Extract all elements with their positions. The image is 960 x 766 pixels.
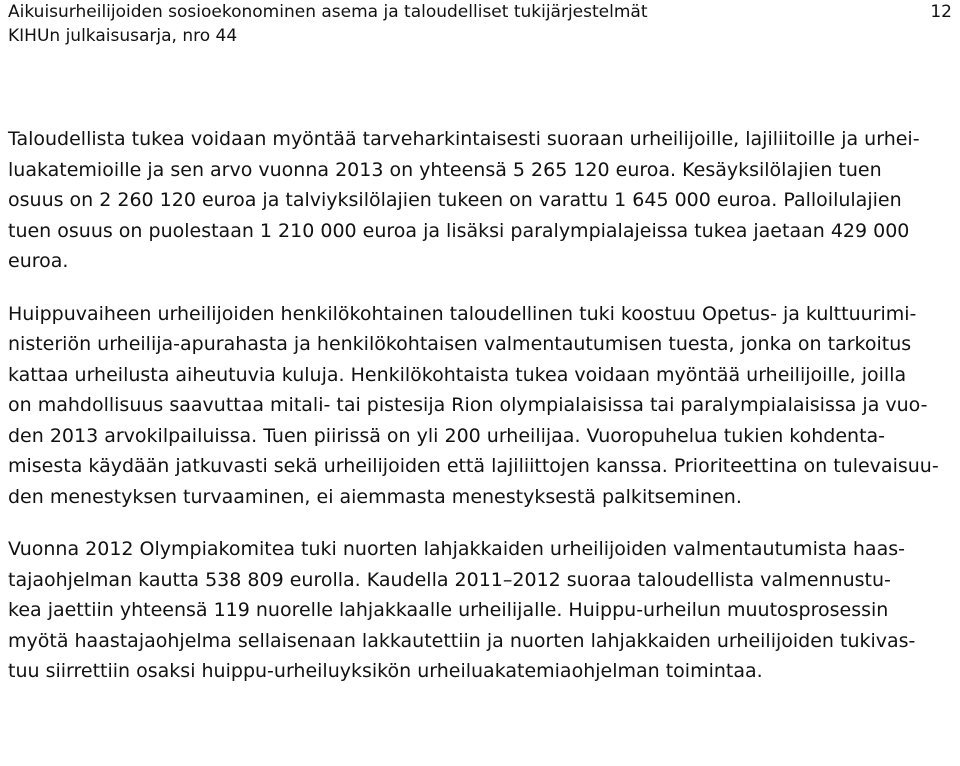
paragraph-1: [8, 124, 952, 277]
publication-title: Aikuisurheilijoiden sosioekonominen asema ja taloudelliset tukijärjestelmät: [8, 2, 648, 22]
text-line: Huippuvaiheen urheilijoiden henkilökohtainen taloudellinen tuki koostuu Opetus- ja kulttuurimi-: [8, 302, 917, 325]
page-header: [8, 0, 952, 48]
body-text: [8, 124, 952, 709]
page-number: 12: [930, 2, 952, 22]
text-line: nisteriön urheilija-apurahasta ja henkilökohtaisen valmentautumisen tuesta, jonka on tarkoitus: [8, 333, 912, 355]
text-line: osuus on 2 260 120 euroa ja talviyksilölajien tukeen on varattu 1 645 000 euroa. Palloilulajien: [8, 189, 902, 211]
text-line: kea jaettiin yhteensä 119 nuorelle lahjakkaalle urheilijalle. Huippu-urheilun muutosprosessin: [8, 599, 889, 621]
text-line: on mahdollisuus saavuttaa mitali- tai pistesija Rion olympialaisissa tai paralympialaisissa ja vuo-: [8, 394, 928, 416]
text-line: misesta käydään jatkuvasti sekä urheilijoiden että lajiliittojen kanssa. Prioriteettina on tulevaisuu-: [8, 455, 939, 477]
text-line: tuen osuus on puolestaan 1 210 000 euroa ja lisäksi paralympialajeissa tukea jaetaan 429 000: [8, 219, 910, 242]
paragraph-3: [8, 534, 952, 687]
text-line: myötä haastajaohjelma sellaisenaan lakkautettiin ja nuorten lahjakkaiden urheilijoiden tukivas-: [8, 629, 916, 652]
text-line: den 2013 arvokilpailuissa. Tuen piirissä on yli 200 urheilijaa. Vuoropuhelua tukien kohdenta-: [8, 424, 886, 447]
text-line: den menestyksen turvaaminen, ei aiemmasta menestyksestä palkitseminen.: [8, 485, 742, 508]
publication-series: KIHUn julkaisusarja, nro 44: [8, 26, 238, 46]
text-line: tuu siirrettiin osaksi huippu-urheiluyksikön urheiluakatemiaohjelman toimintaa.: [8, 660, 763, 682]
text-line: Taloudellista tukea voidaan myöntää tarveharkintaisesti suoraan urheilijoille, lajiliitoille ja urhei-: [8, 128, 920, 150]
text-line: tajaohjelman kautta 538 809 eurolla. Kaudella 2011–2012 suoraa taloudellista valmennustu-: [8, 568, 891, 591]
text-line: euroa.: [8, 250, 69, 272]
text-line: Vuonna 2012 Olympiakomitea tuki nuorten lahjakkaiden urheilijoiden valmentautumista haas-: [8, 538, 905, 560]
text-line: kattaa urheilusta aiheutuvia kuluja. Henkilökohtaista tukea voidaan myöntää urheilijoille, joilla: [8, 363, 907, 386]
text-line: luakatemioille ja sen arvo vuonna 2013 on yhteensä 5 265 120 euroa. Kesäyksilölajien tuen: [8, 158, 882, 181]
paragraph-2: [8, 299, 952, 513]
